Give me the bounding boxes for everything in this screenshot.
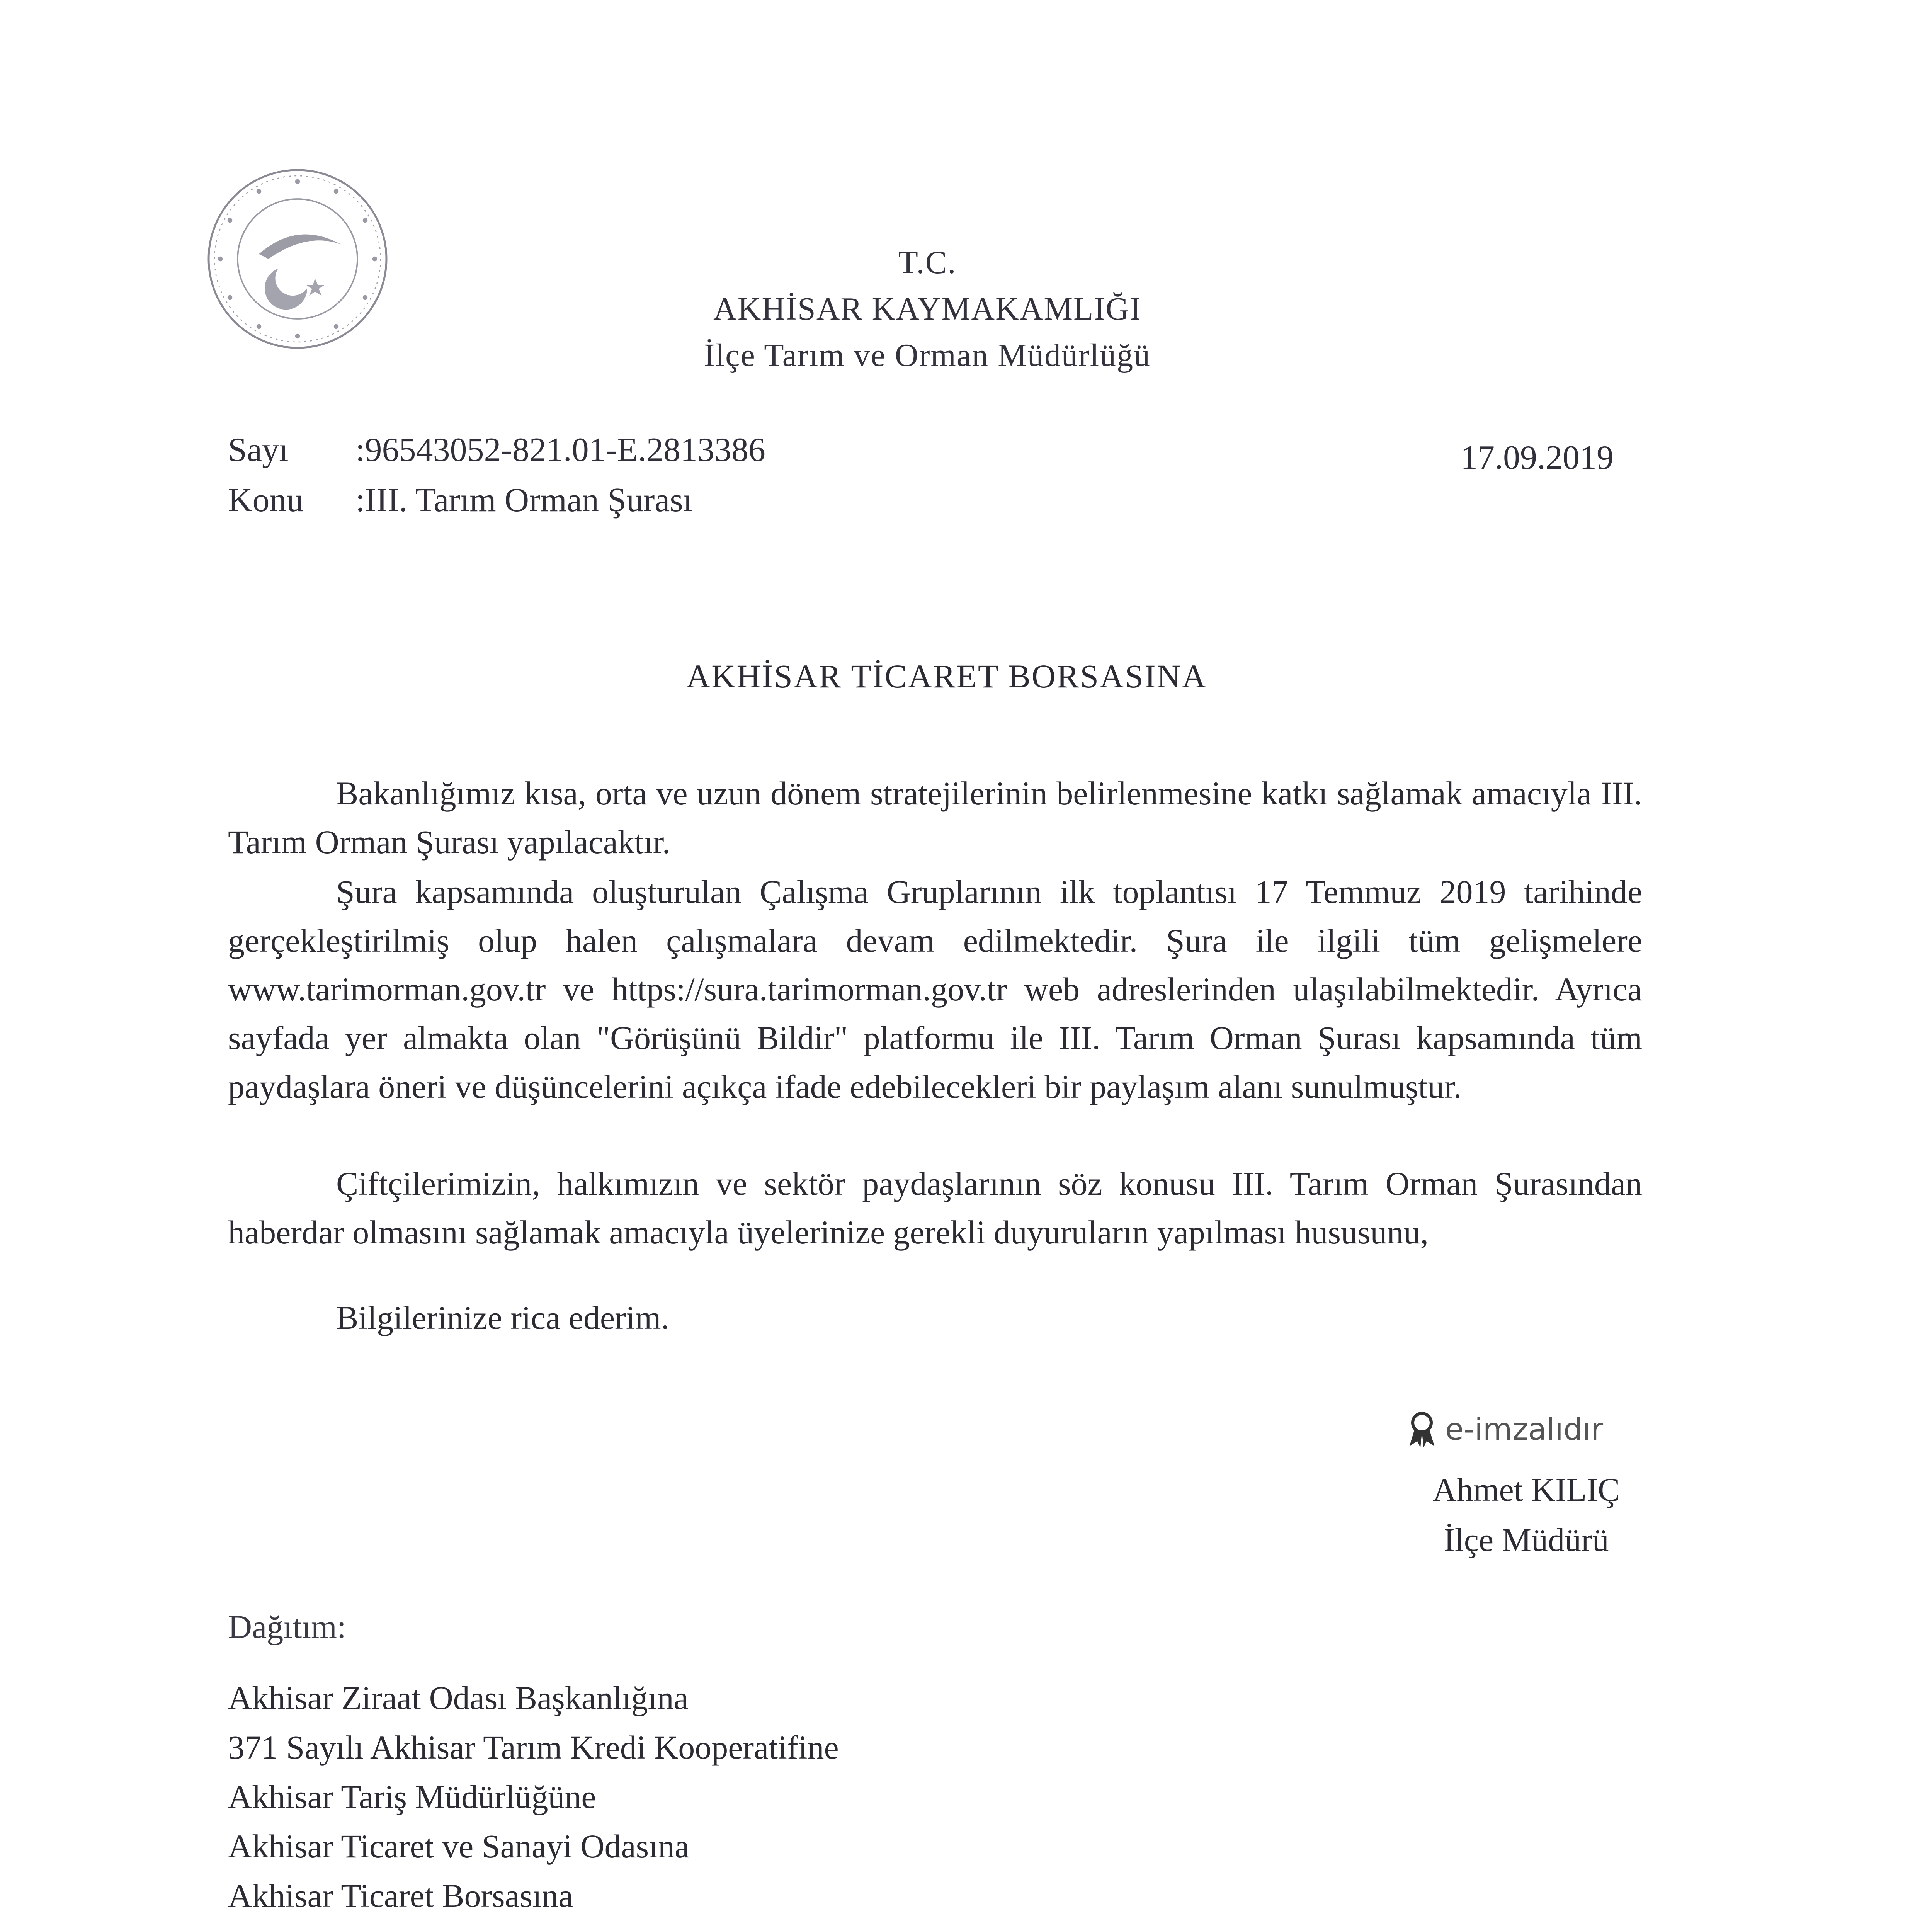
distribution-item: Akhisar Ticaret ve Sanayi Odasına [228, 1828, 690, 1865]
distribution-title: Dağıtım: [228, 1608, 346, 1645]
sayi-value: :96543052-821.01-E.2813386 [355, 431, 765, 469]
body-paragraph-1: Bakanlığımız kısa, orta ve uzun dönem stratejilerinin belirlenmesine katkı sağlamak amacıyla III. Tarım Orman Şurası yapılacaktır. [228, 775, 1642, 861]
recipient-heading: AKHİSAR TİCARET BORSASINA [686, 658, 1207, 695]
konu-label: Konu [228, 481, 304, 519]
header-tc: T.C. [898, 245, 957, 281]
document-date: 17.09.2019 [1461, 439, 1614, 476]
e-signature-text: e-imzalıdır [1445, 1412, 1604, 1447]
distribution-item: 371 Sayılı Akhisar Tarım Kredi Kooperatifine [228, 1729, 839, 1766]
signatory-title: İlçe Müdürü [1444, 1521, 1609, 1558]
closing-line: Bilgilerinize rica ederim. [336, 1299, 670, 1336]
konu-value: :III. Tarım Orman Şurası [355, 481, 693, 519]
header-directorate: İlçe Tarım ve Orman Müdürlüğü [704, 337, 1151, 373]
e-signature-icon [1406, 1410, 1437, 1449]
distribution-list [228, 1673, 839, 1920]
sayi-label: Sayı [228, 431, 289, 469]
body-paragraph-2: Şura kapsamında oluşturulan Çalışma Gruplarının ilk toplantısı 17 Temmuz 2019 tarihinde gerçekleştirilmiş olup halen çalışmalara devam edilmektedir. Şura ile ilgili tüm gelişmelere www.tarimorman.gov.tr ve https://sura.tarimorman.gov.tr web adreslerinden ulaşılabilmektedir. Ayrıca sayfada yer almakta olan "Görüşünü Bildir" platformu ile III. Tarım Orman Şurası kapsamında tüm paydaşlara öneri ve düşüncelerini açıkça ifade edebilecekleri bir paylaşım alanı sunulmuştur. [228, 873, 1642, 1105]
distribution-item: Akhisar Tariş Müdürlüğüne [228, 1778, 596, 1815]
distribution-item: Akhisar Ticaret Borsasına [228, 1877, 573, 1914]
signatory-name: Ahmet KILIÇ [1432, 1471, 1620, 1508]
body-paragraph-3: Çiftçilerimizin, halkımızın ve sektör paydaşlarının söz konusu III. Tarım Orman Şurasından haberdar olmasını sağlamak amacıyla üyelerinize gerekli duyuruların yapılması hususunu, [228, 1165, 1642, 1251]
header-kaymakamlik: AKHİSAR KAYMAKAMLIĞI [713, 291, 1141, 327]
distribution-item: Akhisar Ziraat Odası Başkanlığına [228, 1679, 689, 1716]
e-signature-mark [1406, 1410, 1603, 1449]
ministry-seal-logo [201, 162, 394, 355]
